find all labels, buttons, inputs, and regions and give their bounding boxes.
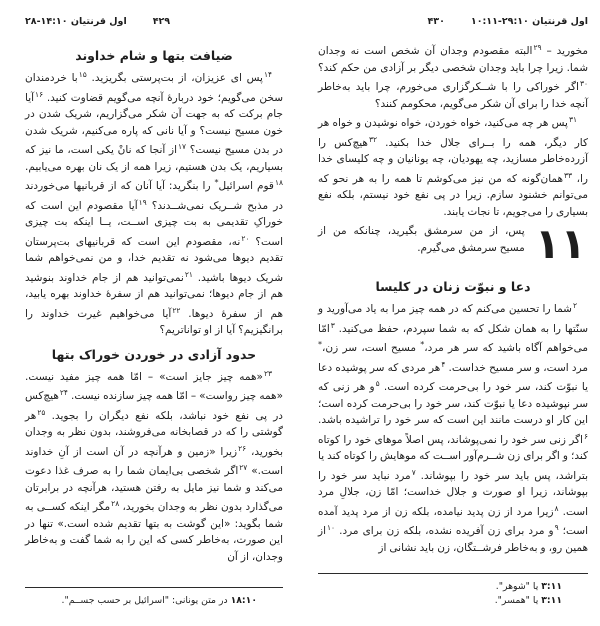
section-heading: حدود آزادی در خوردن خوراک بتها (51, 346, 257, 362)
verse-number: ۲۷ (239, 463, 248, 472)
paragraph: $^۲$شما را تحسین می‌کنم که در همه چیز مرا به یاد می‌آورید و سنّتها را به همان شکل که به شما سپردم، حفظ می‌کنید. $^۳$امّا می‌خواهم آگاه باشید که سر هر مرد،* مسیح است، سر زن،* مرد است، و سر مسیح خداست. $^۴$هر مردی که سر پوشیده دعا یا نبوّت کند، سر خود را بی‌حرمت کرده است. $^۵$و هر زنی که سر نپوشیده دعا یا نبوّت کند، سر خود را بی‌حرمت کرده است؛ این کار او درست مانند این است که سر خود را تراشیده باشد. $^۶$اگر زنی سر خود را نمی‌پوشاند، پس اصلاً موهای خود را کوتاه کند؛ و اگر برای زن شــرم‌آور اســت که موهایش را کوتاه کند یا بتراشد، پس باید سر خود را بپوشاند. $^۷$مرد نباید سر خود را بپوشاند، زیرا او صورت و جلال خداست؛ امّا زن، جلالِ مرد است. $^۸$زیرا مرد از زن پدید نیامده، بلکه زن از مرد پدید آمده است؛ $^۹$و مرد برای زن آفریده نشده، بلکه زن برای مرد. $^{۱۰}$از همین رو، و به‌خاطر فرشــتگان، زن باید نشانی از (318, 301, 589, 554)
footnote-item: ۳:۱۱ یا "شوهر". (495, 581, 562, 592)
verse-number: ۲۵ (37, 407, 46, 417)
verse-number: ۲۹ (533, 43, 542, 52)
verse-number: ۱۰ (327, 523, 336, 532)
verse-number: ۱۸ (274, 178, 283, 187)
verse-number: ۱۷ (178, 142, 187, 151)
verse-number: ۲۳ (263, 368, 272, 378)
verse-number: ۹ (554, 523, 559, 532)
verse-number: ۲ (572, 301, 577, 310)
footnote-item: ۳:۱۱ یا "همسر". (494, 595, 562, 606)
verse-number: ۱۹ (138, 197, 147, 207)
verse-number: ۲۸ (111, 499, 120, 508)
verse-number: ۳۱ (568, 115, 577, 124)
section-heading: ضیافت بتها و شام خداوند (75, 48, 233, 63)
verse-number: ۲۲ (172, 305, 181, 315)
footnote-marker: * (318, 340, 322, 349)
footnote-item: ۱۸:۱۰ در متن یونانی: "اسرائیل بر حسب جســم". (61, 595, 257, 606)
section-heading: دعا و نبوّت زنان در کلیسا (375, 279, 531, 294)
verse-number: ۱۵ (78, 70, 87, 79)
scripture-reference-right (471, 16, 588, 27)
verse-number: ۸ (554, 503, 559, 513)
footnotes-list (318, 580, 562, 608)
verse-number: ۱۴ (263, 70, 272, 79)
paragraph: مخورید – $^{۲۹}$البته مقصودم وجدان آن شخص است نه وجدان شما. زیرا چرا باید وجدان شخصی دیگر بر آزادی من حکم کند؟ $^{۳۰}$اگر خوراکی را با شــکرگزاری می‌خورم، چرا باید به‌خاطر آنچه خدا را برای آن شکر می‌گویم، محکومم کنند؟ (318, 43, 589, 110)
verse-number: ۳۲ (368, 134, 378, 144)
footnotes-list (25, 594, 257, 608)
verse-number: ۶ (583, 431, 588, 441)
paragraph: $^{۳۱}$پس هر چه می‌کنید، خواه خوردن، خواه نوشیدن و خواه هر کار دیگر، همه را بــرای جلال خدا بکنید. $^{۳۲}$هیچ‌کس را آزرده‌خاطر مسازید، چه یهودیان، چه یونانیان و چه کلیسای خدا را، $^{۳۳}$همان‌گونه که من نیز می‌کوشم تا همه را به هر نحو که می‌توانم خشنود سازم. زیرا در پی نفع خود نیستم، بلکه نفع بسیاری را می‌جویم، تا نجات یابند. (318, 115, 589, 218)
verse-range: ۱۰:۱۱-۲۹:۱۰ (470, 16, 529, 27)
verse-number: ۳۰ (579, 79, 588, 88)
verse-number: ۷ (411, 467, 416, 477)
running-header-right (318, 16, 588, 27)
verse-number: ۳ (330, 320, 335, 330)
verse-number: ۲۴ (59, 388, 68, 397)
column-body (25, 40, 283, 565)
scripture-reference-left (25, 16, 127, 27)
verse-number: ۲۱ (184, 269, 193, 279)
verse-range: ۲۸-۱۴:۱۰ (25, 16, 68, 27)
footnote-marker: * (420, 340, 425, 349)
verse-number: ۲۶ (238, 443, 247, 453)
book-name: اول قرنتیان (532, 16, 588, 27)
footnote-reference: ۱۸:۱۰ (230, 595, 257, 606)
verse-number: ۵ (375, 379, 380, 388)
page-429 (25, 16, 283, 610)
verse-number: ۲۰ (241, 233, 250, 243)
verse-number: ۱۶ (35, 89, 44, 99)
footnotes-left (25, 587, 283, 610)
page-number-right: ۴۳۰ (427, 16, 445, 27)
page-number-left: ۴۲۹ (152, 16, 171, 27)
chapter-number: ۱۱ (534, 219, 586, 268)
page-430 (318, 16, 588, 610)
paragraph: $^{۱۴}$پس ای عزیزان، از بت‌پرستی بگریزید. $^{۱۵}$با خردمندان سخن می‌گویم؛ خود دربارهٔ آنچه می‌گویم قضاوت کنید. $^{۱۶}$آیا جام برکت که به جهت آن شکر می‌گزاریم، شریک شدن در خون مسیح نیست؟ و آیا نانی که پاره می‌کنیم، شریک شدن در بدن مسیح نیست؟ $^{۱۷}$از آنجا که نانْ یکی است، ما نیز که بسیاریم، یک بدن هستیم، زیرا همه از یک نان بهره می‌یابیم. $^{۱۸}$قوم اسرائیل* را بنگرید: آیا آنان که از قربانیها می‌خوردند در مذبح شــریک نمی‌شــدند؟ $^{۱۹}$آیا مقصودم این است که خوراکِ تقدیمی به بت چیزی اســت، یــا اینکه بت چیزی است؟ $^{۲۰}$نه، مقصودم این است که قربانیهای بت‌پرستان تقدیم دیوها می‌شود نه تقدیم خدا، و من نمی‌خواهم شما شریک دیوها باشید. $^{۲۱}$نمی‌توانید هم از جام خداوند بنوشید هم از جام دیوها؛ نمی‌توانید هم از سفرهٔ خداوند بهره یابید، هم از سفرهٔ دیوها. $^{۲۲}$آیا می‌خواهیم غیرت خداوند را برانگیزیم؟ آیا از او تواناتریم؟ (25, 70, 283, 336)
footnote-reference: ۳:۱۱ (541, 581, 562, 592)
column-body (318, 40, 588, 556)
paragraph: $^{۲۳}$«همه چیز جایز است» – امّا همه چیز مفید نیست. «همه چیز رواست» – امّا همه چیز سازنده نیست. $^{۲۴}$هیچ‌کس در پی نفع خود نباشد، بلکه نفع دیگران را بجوید. $^{۲۵}$هر گوشتی را که در قصابخانه می‌فروشند، بدون نظر به وجدان بخورید، $^{۲۶}$زیرا «زمین و هرآنچه در آن است از آنِ خداوند است.» $^{۲۷}$اگر شخصی بی‌ایمان شما را به صرف غذا دعوت می‌کند و شما نیز مایل به رفتن هستید، هرآنچه در برابرتان می‌گذارد بدون نظر به وجدان بخورید، $^{۲۸}$مگر اینکه کســی به شما بگوید: «این گوشت به بتها تقدیم شده است.» تنها در این صورت، به‌خاطر کسی که این را به شما گفت و به‌خاطر وجدان، از آن (25, 368, 284, 563)
chapter-opening-paragraph: ۱۱ پس، از من سرمشق بگیرید، چنانکه من از مسیح سرمشق می‌گیرم. (318, 219, 586, 268)
footnote-marker: * (214, 178, 219, 187)
verse-number: ۳۳ (564, 170, 573, 180)
footnote-reference: ۳:۱۱ (541, 595, 562, 606)
running-header-left (25, 16, 283, 27)
footnotes-right (318, 573, 588, 610)
book-name: اول قرنتیان (70, 16, 127, 27)
verse-number: ۴ (441, 359, 446, 369)
